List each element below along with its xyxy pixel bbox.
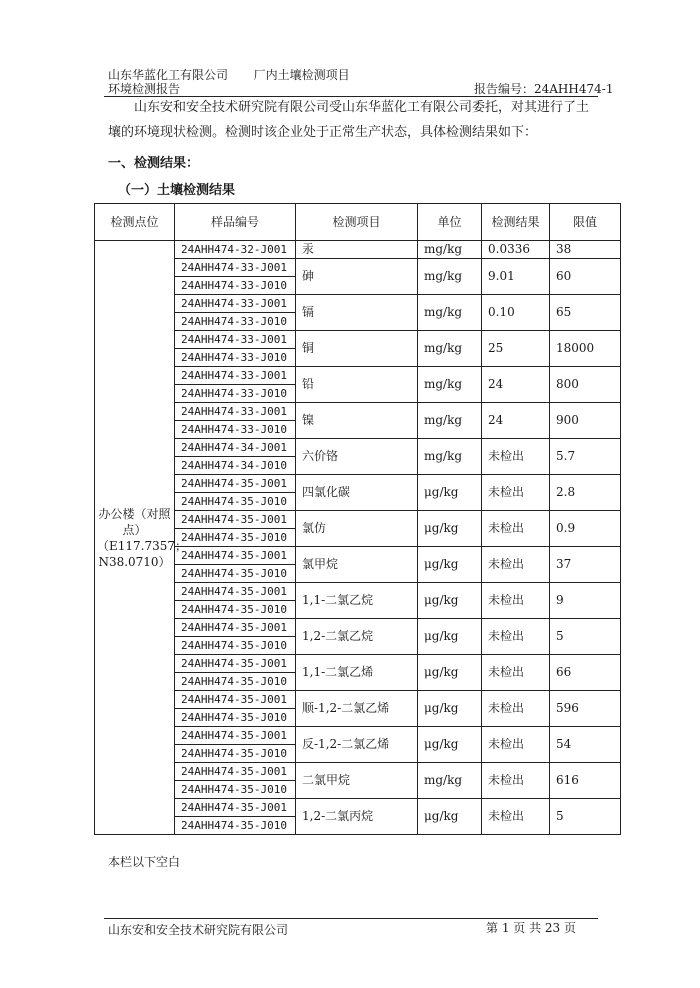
sample-id-cell: 24AHH474-33-J001: [175, 259, 296, 277]
unit-cell: μg/kg: [418, 583, 482, 619]
result-cell: 未检出: [482, 475, 550, 511]
result-cell: 24: [482, 403, 550, 439]
unit-cell: mg/kg: [418, 367, 482, 403]
sample-id-cell: 24AHH474-34-J001: [175, 439, 296, 457]
unit-cell: mg/kg: [418, 295, 482, 331]
sample-id-cell: 24AHH474-35-J001: [175, 799, 296, 817]
sample-id-cell: 24AHH474-35-J010: [175, 709, 296, 727]
item-cell: 镍: [296, 403, 418, 439]
item-cell: 二氯甲烷: [296, 763, 418, 799]
sample-id-cell: 24AHH474-33-J010: [175, 277, 296, 295]
unit-cell: μg/kg: [418, 691, 482, 727]
item-cell: 镉: [296, 295, 418, 331]
sample-id-cell: 24AHH474-33-J001: [175, 295, 296, 313]
limit-cell: 800: [550, 367, 621, 403]
sample-id-cell: 24AHH474-35-J010: [175, 601, 296, 619]
result-cell: 未检出: [482, 655, 550, 691]
location-cell: 办公楼（对照点）（E117.7357；N38.0710）: [95, 241, 175, 835]
result-cell: 9.01: [482, 259, 550, 295]
item-cell: 氯仿: [296, 511, 418, 547]
table-row: [95, 241, 621, 259]
header-project-name: 厂内土壤检测项目: [253, 68, 350, 82]
col-header-sample-id: 样品编号: [175, 204, 296, 241]
col-header-item: 检测项目: [296, 204, 418, 241]
col-header-unit: 单位: [418, 204, 482, 241]
limit-cell: 5: [550, 799, 621, 835]
item-cell: 铅: [296, 367, 418, 403]
unit-cell: mg/kg: [418, 439, 482, 475]
intro-line-1: 山东安和安全技术研究院有限公司受山东华蓝化工有限公司委托，对其进行了土: [134, 100, 590, 115]
unit-cell: μg/kg: [418, 727, 482, 763]
result-cell: 0.0336: [482, 241, 550, 259]
col-header-limit: 限值: [550, 204, 621, 241]
item-cell: 砷: [296, 259, 418, 295]
col-header-location: 检测点位: [95, 204, 175, 241]
item-cell: 1,2-二氯丙烷: [296, 799, 418, 835]
sample-id-cell: 24AHH474-35-J001: [175, 547, 296, 565]
header-report-number: 报告编号：24AHH474-1: [474, 82, 614, 96]
table-body: [95, 241, 621, 835]
sample-id-cell: 24AHH474-33-J001: [175, 331, 296, 349]
result-cell: 未检出: [482, 727, 550, 763]
sample-id-cell: 24AHH474-34-J010: [175, 457, 296, 475]
sample-id-cell: 24AHH474-35-J010: [175, 529, 296, 547]
limit-cell: 5.7: [550, 439, 621, 475]
item-cell: 汞: [296, 241, 418, 259]
limit-cell: 5: [550, 619, 621, 655]
item-cell: 铜: [296, 331, 418, 367]
unit-cell: mg/kg: [418, 763, 482, 799]
limit-cell: 0.9: [550, 511, 621, 547]
header-company-name: 山东华蓝化工有限公司: [108, 68, 229, 82]
footer-page-number: 第 1 页 共 23 页: [486, 921, 576, 935]
item-cell: 1,2-二氯乙烷: [296, 619, 418, 655]
limit-cell: 9: [550, 583, 621, 619]
limit-cell: 900: [550, 403, 621, 439]
sample-id-cell: 24AHH474-32-J001: [175, 241, 296, 259]
unit-cell: mg/kg: [418, 241, 482, 259]
sample-id-cell: 24AHH474-35-J001: [175, 475, 296, 493]
section-heading-soil: （一）土壤检测结果: [118, 183, 236, 198]
item-cell: 反-1,2-二氯乙烯: [296, 727, 418, 763]
unit-cell: mg/kg: [418, 259, 482, 295]
limit-cell: 616: [550, 763, 621, 799]
sample-id-cell: 24AHH474-33-J001: [175, 367, 296, 385]
limit-cell: 37: [550, 547, 621, 583]
result-cell: 未检出: [482, 763, 550, 799]
sample-id-cell: 24AHH474-35-J010: [175, 565, 296, 583]
unit-cell: μg/kg: [418, 655, 482, 691]
sample-id-cell: 24AHH474-33-J010: [175, 349, 296, 367]
table-header-row: [95, 204, 621, 241]
item-cell: 氯甲烷: [296, 547, 418, 583]
blank-note: 本栏以下空白: [108, 855, 181, 869]
result-cell: 未检出: [482, 439, 550, 475]
item-cell: 四氯化碳: [296, 475, 418, 511]
limit-cell: 66: [550, 655, 621, 691]
sample-id-cell: 24AHH474-35-J001: [175, 511, 296, 529]
soil-results-table: [94, 203, 621, 835]
limit-cell: 38: [550, 241, 621, 259]
unit-cell: μg/kg: [418, 799, 482, 835]
col-header-result: 检测结果: [482, 204, 550, 241]
sample-id-cell: 24AHH474-33-J001: [175, 403, 296, 421]
unit-cell: μg/kg: [418, 475, 482, 511]
sample-id-cell: 24AHH474-35-J001: [175, 763, 296, 781]
unit-cell: mg/kg: [418, 331, 482, 367]
sample-id-cell: 24AHH474-35-J010: [175, 637, 296, 655]
sample-id-cell: 24AHH474-35-J001: [175, 583, 296, 601]
item-cell: 1,1-二氯乙烷: [296, 583, 418, 619]
limit-cell: 596: [550, 691, 621, 727]
sample-id-cell: 24AHH474-33-J010: [175, 421, 296, 439]
result-cell: 未检出: [482, 799, 550, 835]
unit-cell: μg/kg: [418, 619, 482, 655]
sample-id-cell: 24AHH474-35-J001: [175, 691, 296, 709]
sample-id-cell: 24AHH474-35-J010: [175, 673, 296, 691]
intro-line-2: 壤的环境现状检测。检测时该企业处于正常生产状态，具体检测结果如下：: [108, 125, 538, 140]
sample-id-cell: 24AHH474-35-J001: [175, 619, 296, 637]
sample-id-cell: 24AHH474-33-J010: [175, 385, 296, 403]
result-cell: 未检出: [482, 511, 550, 547]
result-cell: 未检出: [482, 619, 550, 655]
section-heading-results: 一、检测结果：: [108, 156, 200, 171]
item-cell: 六价铬: [296, 439, 418, 475]
footer-organization: 山东安和安全技术研究院有限公司: [108, 923, 289, 937]
limit-cell: 18000: [550, 331, 621, 367]
item-cell: 顺-1,2-二氯乙烯: [296, 691, 418, 727]
sample-id-cell: 24AHH474-35-J001: [175, 655, 296, 673]
result-cell: 24: [482, 367, 550, 403]
sample-id-cell: 24AHH474-35-J001: [175, 727, 296, 745]
unit-cell: μg/kg: [418, 547, 482, 583]
sample-id-cell: 24AHH474-35-J010: [175, 745, 296, 763]
limit-cell: 60: [550, 259, 621, 295]
sample-id-cell: 24AHH474-35-J010: [175, 817, 296, 835]
result-cell: 未检出: [482, 691, 550, 727]
result-cell: 25: [482, 331, 550, 367]
sample-id-cell: 24AHH474-33-J010: [175, 313, 296, 331]
sample-id-cell: 24AHH474-35-J010: [175, 493, 296, 511]
limit-cell: 65: [550, 295, 621, 331]
sample-id-cell: 24AHH474-35-J010: [175, 781, 296, 799]
result-cell: 未检出: [482, 583, 550, 619]
unit-cell: mg/kg: [418, 403, 482, 439]
result-cell: 0.10: [482, 295, 550, 331]
item-cell: 1,1-二氯乙烯: [296, 655, 418, 691]
unit-cell: μg/kg: [418, 511, 482, 547]
limit-cell: 54: [550, 727, 621, 763]
header-report-type: 环境检测报告: [108, 82, 181, 96]
result-cell: 未检出: [482, 547, 550, 583]
limit-cell: 2.8: [550, 475, 621, 511]
